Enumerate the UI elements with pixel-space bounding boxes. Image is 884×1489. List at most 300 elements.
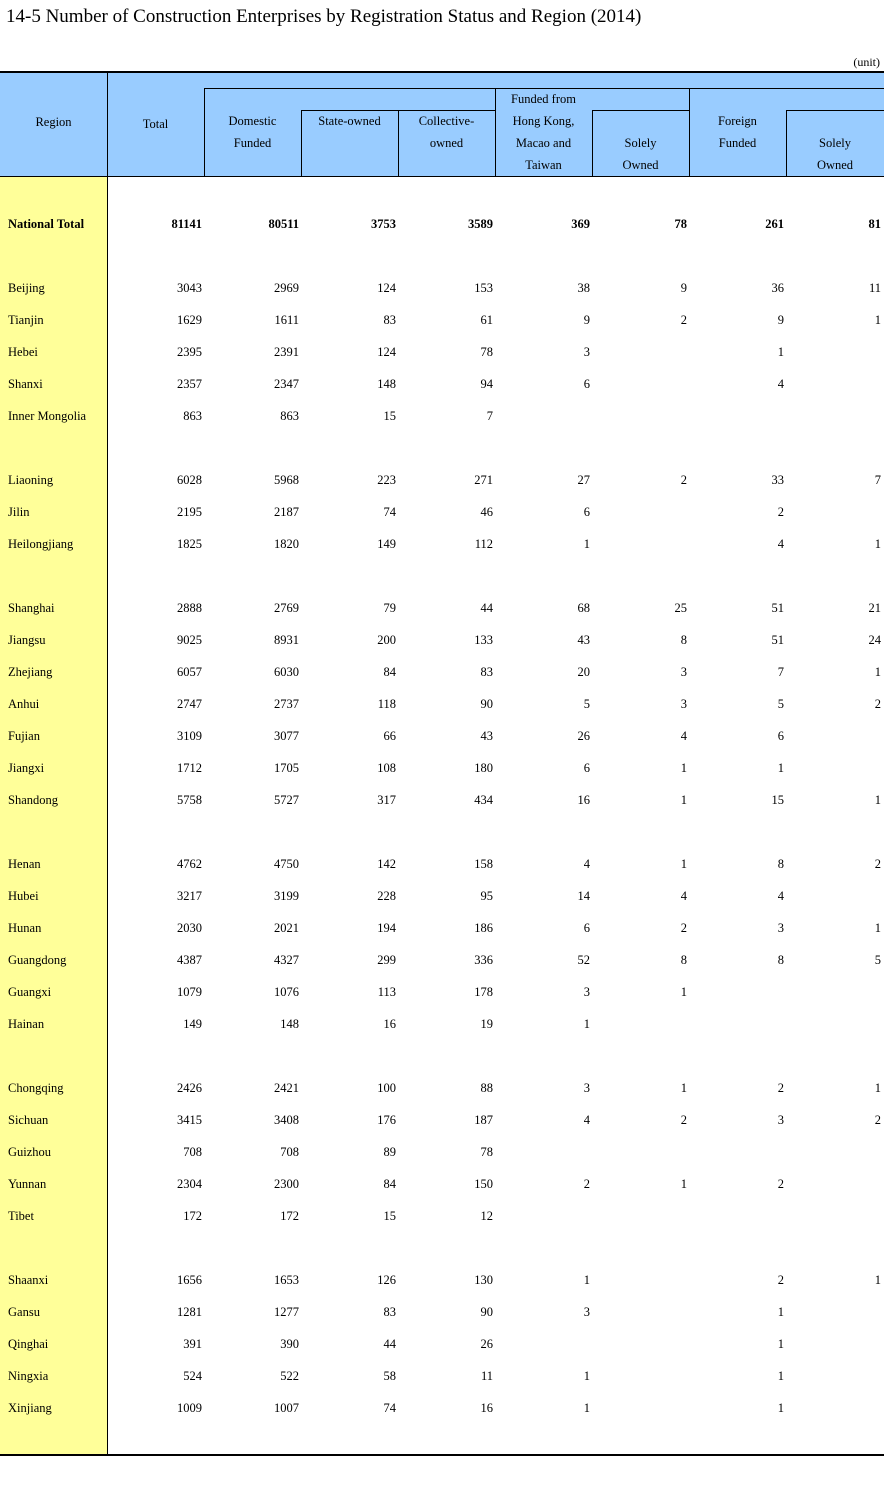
table-cell: 2021 — [274, 921, 299, 935]
table-cell: 81 — [868, 217, 881, 231]
table-cell: 1 — [777, 1369, 784, 1383]
table-cell: 271 — [474, 473, 493, 487]
table-cell: 3077 — [274, 729, 299, 743]
table-row — [0, 982, 884, 1002]
region-name: Guangdong — [8, 953, 67, 967]
table-cell: 1281 — [177, 1305, 202, 1319]
table-cell: 1 — [583, 1273, 590, 1287]
table-row — [0, 694, 884, 714]
table-cell: 149 — [183, 1017, 202, 1031]
table-cell: 83 — [383, 1305, 396, 1319]
table-cell: 6028 — [177, 473, 202, 487]
table-cell: 79 — [383, 601, 396, 615]
table-cell: 43 — [480, 729, 493, 743]
table-cell: 20 — [577, 665, 590, 679]
table-row — [0, 1302, 884, 1322]
region-name: Shaanxi — [8, 1273, 49, 1287]
table-cell: 8 — [777, 857, 784, 871]
table-cell: 2 — [680, 313, 687, 327]
table-cell: 148 — [280, 1017, 299, 1031]
table-cell: 1 — [874, 921, 881, 935]
table-row — [0, 790, 884, 810]
table-cell: 78 — [480, 345, 493, 359]
table-cell: 52 — [577, 953, 590, 967]
table-row — [0, 854, 884, 874]
table-cell: 1 — [874, 793, 881, 807]
table-cell: 51 — [771, 601, 784, 615]
table-row — [0, 1366, 884, 1386]
table-cell: 36 — [771, 281, 784, 295]
table-cell: 1 — [777, 1337, 784, 1351]
table-cell: 7 — [874, 473, 881, 487]
table-cell: 118 — [377, 697, 396, 711]
table-row — [0, 758, 884, 778]
table-cell: 126 — [377, 1273, 396, 1287]
table-cell: 11 — [480, 1369, 493, 1383]
table-cell: 2 — [874, 1113, 881, 1127]
table-cell: 94 — [480, 377, 493, 391]
table-cell: 2391 — [274, 345, 299, 359]
table-cell: 112 — [474, 537, 493, 551]
table-cell: 1 — [680, 857, 687, 871]
table-cell: 3 — [777, 921, 784, 935]
table-cell: 19 — [480, 1017, 493, 1031]
table-cell: 3589 — [468, 217, 493, 231]
data-table — [0, 71, 884, 1457]
table-cell: 187 — [474, 1113, 493, 1127]
table-cell: 4387 — [177, 953, 202, 967]
table-cell: 66 — [383, 729, 396, 743]
region-name: National Total — [8, 217, 85, 231]
table-cell: 44 — [383, 1337, 396, 1351]
region-name: Hebei — [8, 345, 38, 359]
table-cell: 863 — [280, 409, 299, 423]
region-name: Fujian — [8, 729, 40, 743]
table-cell: 3 — [680, 697, 687, 711]
table-cell: 26 — [577, 729, 590, 743]
table-cell: 2187 — [274, 505, 299, 519]
region-name: Hainan — [8, 1017, 45, 1031]
table-cell: 708 — [183, 1145, 202, 1159]
table-cell: 1 — [583, 1017, 590, 1031]
table-cell: 6057 — [177, 665, 202, 679]
header-hmt-solely-owned: Solely Owned — [622, 136, 659, 172]
table-cell: 1076 — [274, 985, 299, 999]
table-row — [0, 1398, 884, 1418]
table-cell: 68 — [577, 601, 590, 615]
region-name: Heilongjiang — [8, 537, 74, 551]
table-cell: 89 — [383, 1145, 396, 1159]
table-cell: 2421 — [274, 1081, 299, 1095]
table-cell: 124 — [377, 345, 396, 359]
table-row — [0, 886, 884, 906]
table-cell: 90 — [480, 697, 493, 711]
table-cell: 1 — [777, 761, 784, 775]
header-hmt-funded: Funded from Hong Kong, Macao and Taiwan — [511, 92, 576, 172]
table-row — [0, 1142, 884, 1162]
table-cell: 1 — [874, 1273, 881, 1287]
header-foreign-funded: Foreign Funded — [718, 114, 757, 150]
page-title: 14-5 Number of Construction Enterprises by Registration Status and Region (2014) — [6, 6, 642, 27]
table-cell: 14 — [577, 889, 590, 903]
table-cell: 1 — [777, 1305, 784, 1319]
region-name: Jiangsu — [8, 633, 46, 647]
unit-label: (unit) — [853, 55, 880, 69]
table-cell: 3 — [583, 345, 590, 359]
table-cell: 16 — [383, 1017, 396, 1031]
table-cell: 4 — [583, 1113, 590, 1127]
table-cell: 1 — [777, 1401, 784, 1415]
table-row — [0, 1334, 884, 1354]
table-cell: 9 — [583, 313, 590, 327]
table-cell: 1 — [680, 1177, 687, 1191]
table-cell: 142 — [377, 857, 396, 871]
table-cell: 4327 — [274, 953, 299, 967]
table-cell: 223 — [377, 473, 396, 487]
region-name: Hunan — [8, 921, 42, 935]
table-cell: 9 — [680, 281, 687, 295]
region-name: Beijing — [8, 281, 45, 295]
table-cell: 1820 — [274, 537, 299, 551]
table-cell: 4750 — [274, 857, 299, 871]
table-cell: 3 — [680, 665, 687, 679]
table-cell: 1 — [874, 313, 881, 327]
table-top-rule — [0, 71, 884, 73]
table-row — [0, 374, 884, 394]
region-name: Shandong — [8, 793, 58, 807]
table-cell: 16 — [577, 793, 590, 807]
table-cell: 7 — [777, 665, 784, 679]
table-cell: 11 — [868, 281, 881, 295]
table-cell: 8 — [680, 953, 687, 967]
table-cell: 150 — [474, 1177, 493, 1191]
region-name: Liaoning — [8, 473, 54, 487]
region-name: Jiangxi — [8, 761, 45, 775]
table-cell: 391 — [183, 1337, 202, 1351]
table-row — [0, 598, 884, 618]
table-cell: 8 — [680, 633, 687, 647]
table-cell: 3043 — [177, 281, 202, 295]
table-cell: 2 — [680, 921, 687, 935]
table-row — [0, 502, 884, 522]
table-cell: 74 — [383, 1401, 396, 1415]
table-cell: 5758 — [177, 793, 202, 807]
table-cell: 43 — [577, 633, 590, 647]
region-name: Ningxia — [8, 1369, 49, 1383]
table-cell: 863 — [183, 409, 202, 423]
table-cell: 1611 — [274, 313, 299, 327]
table-cell: 1 — [874, 537, 881, 551]
table-row — [0, 1206, 884, 1226]
header-state-owned: State-owned — [318, 114, 381, 128]
table-cell: 153 — [474, 281, 493, 295]
table-cell: 1 — [874, 1081, 881, 1095]
table-cell: 4762 — [177, 857, 202, 871]
table-cell: 84 — [383, 665, 396, 679]
region-name: Sichuan — [8, 1113, 49, 1127]
table-cell: 33 — [771, 473, 784, 487]
table-row — [0, 310, 884, 330]
header-foreign-solely-owned: Solely Owned — [816, 136, 854, 172]
table-cell: 16 — [480, 1401, 493, 1415]
region-name: Henan — [8, 857, 41, 871]
table-cell: 1 — [680, 793, 687, 807]
region-name: Xinjiang — [8, 1401, 52, 1415]
table-cell: 9025 — [177, 633, 202, 647]
table-row — [0, 1110, 884, 1130]
table-cell: 1277 — [274, 1305, 299, 1319]
table-cell: 158 — [474, 857, 493, 871]
table-cell: 434 — [474, 793, 493, 807]
table-cell: 38 — [577, 281, 590, 295]
table-row — [0, 470, 884, 490]
table-cell: 5727 — [274, 793, 299, 807]
table-cell: 21 — [868, 601, 881, 615]
table-cell: 2195 — [177, 505, 202, 519]
table-cell: 4 — [777, 537, 784, 551]
table-cell: 2300 — [274, 1177, 299, 1191]
table-cell: 2030 — [177, 921, 202, 935]
table-cell: 6 — [583, 377, 590, 391]
header-bottom-rule — [0, 176, 884, 177]
table-cell: 24 — [868, 633, 881, 647]
table-cell: 3415 — [177, 1113, 202, 1127]
header-subgroup-rule — [592, 110, 689, 111]
table-cell: 524 — [183, 1369, 202, 1383]
table-cell: 369 — [571, 217, 590, 231]
table-cell: 149 — [377, 537, 396, 551]
table-cell: 5 — [583, 697, 590, 711]
header-domestic-funded: Domestic Funded — [228, 114, 277, 150]
table-cell: 25 — [674, 601, 687, 615]
table-row — [0, 662, 884, 682]
table-cell: 390 — [280, 1337, 299, 1351]
table-cell: 15 — [383, 409, 396, 423]
table-cell: 4 — [777, 377, 784, 391]
table-cell: 4 — [583, 857, 590, 871]
table-cell: 3 — [583, 985, 590, 999]
table-cell: 26 — [480, 1337, 493, 1351]
table-cell: 113 — [377, 985, 396, 999]
region-name: Hubei — [8, 889, 39, 903]
table-cell: 2969 — [274, 281, 299, 295]
table-cell: 522 — [280, 1369, 299, 1383]
table-cell: 2304 — [177, 1177, 202, 1191]
region-name: Shanghai — [8, 601, 55, 615]
table-cell: 3 — [777, 1113, 784, 1127]
table-cell: 2888 — [177, 601, 202, 615]
table-cell: 3217 — [177, 889, 202, 903]
table-bottom-rule — [0, 1454, 884, 1456]
table-cell: 133 — [474, 633, 493, 647]
table-cell: 3 — [583, 1081, 590, 1095]
region-name: Shanxi — [8, 377, 43, 391]
table-cell: 83 — [383, 313, 396, 327]
table-cell: 180 — [474, 761, 493, 775]
region-name: Tianjin — [8, 313, 44, 327]
table-cell: 6 — [777, 729, 784, 743]
table-cell: 84 — [383, 1177, 396, 1191]
table-cell: 27 — [577, 473, 590, 487]
table-cell: 4 — [680, 889, 687, 903]
table-cell: 6030 — [274, 665, 299, 679]
table-row — [0, 950, 884, 970]
table-cell: 3199 — [274, 889, 299, 903]
table-cell: 78 — [480, 1145, 493, 1159]
table-cell: 148 — [377, 377, 396, 391]
region-name: Zhejiang — [8, 665, 53, 679]
table-cell: 1007 — [274, 1401, 299, 1415]
region-name: Gansu — [8, 1305, 40, 1319]
table-cell: 74 — [383, 505, 396, 519]
table-row-national-total — [0, 214, 884, 234]
table-cell: 5 — [874, 953, 881, 967]
header-subgroup-rule — [786, 110, 884, 111]
table-cell: 1009 — [177, 1401, 202, 1415]
table-cell: 1 — [583, 1401, 590, 1415]
table-row — [0, 534, 884, 554]
table-cell: 46 — [480, 505, 493, 519]
region-column-background — [0, 177, 107, 1454]
table-cell: 1712 — [177, 761, 202, 775]
table-cell: 708 — [280, 1145, 299, 1159]
table-cell: 2737 — [274, 697, 299, 711]
table-cell: 178 — [474, 985, 493, 999]
region-name: Qinghai — [8, 1337, 49, 1351]
table-cell: 228 — [377, 889, 396, 903]
table-row — [0, 1174, 884, 1194]
table-cell: 194 — [377, 921, 396, 935]
table-cell: 200 — [377, 633, 396, 647]
header-total: Total — [142, 117, 169, 131]
table-cell: 172 — [280, 1209, 299, 1223]
table-cell: 83 — [480, 665, 493, 679]
table-row — [0, 278, 884, 298]
table-cell: 3408 — [274, 1113, 299, 1127]
table-cell: 61 — [480, 313, 493, 327]
table-cell: 1 — [583, 1369, 590, 1383]
table-cell: 2 — [680, 1113, 687, 1127]
table-cell: 2747 — [177, 697, 202, 711]
table-cell: 1653 — [274, 1273, 299, 1287]
table-cell: 2357 — [177, 377, 202, 391]
table-cell: 124 — [377, 281, 396, 295]
table-cell: 3109 — [177, 729, 202, 743]
table-row — [0, 1014, 884, 1034]
table-cell: 6 — [583, 505, 590, 519]
table-cell: 1 — [583, 537, 590, 551]
table-cell: 336 — [474, 953, 493, 967]
table-cell: 80511 — [268, 217, 299, 231]
region-name: Tibet — [8, 1209, 34, 1223]
table-cell: 186 — [474, 921, 493, 935]
table-cell: 95 — [480, 889, 493, 903]
table-cell: 1 — [680, 1081, 687, 1095]
table-cell: 6 — [583, 761, 590, 775]
table-cell: 299 — [377, 953, 396, 967]
table-cell: 1079 — [177, 985, 202, 999]
table-cell: 1 — [680, 761, 687, 775]
table-cell: 12 — [480, 1209, 493, 1223]
region-name: Yunnan — [8, 1177, 47, 1191]
table-cell: 1825 — [177, 537, 202, 551]
table-cell: 15 — [771, 793, 784, 807]
region-name: Anhui — [8, 697, 40, 711]
table-cell: 5 — [777, 697, 784, 711]
table-cell: 1705 — [274, 761, 299, 775]
table-cell: 88 — [480, 1081, 493, 1095]
header-collective-owned: Collective- owned — [418, 114, 475, 150]
table-cell: 8 — [777, 953, 784, 967]
table-row — [0, 1078, 884, 1098]
table-cell: 108 — [377, 761, 396, 775]
table-row — [0, 406, 884, 426]
table-cell: 172 — [183, 1209, 202, 1223]
table-cell: 1 — [874, 665, 881, 679]
region-name: Chongqing — [8, 1081, 64, 1095]
table-cell: 2 — [874, 857, 881, 871]
table-cell: 81141 — [171, 217, 202, 231]
table-cell: 4 — [777, 889, 784, 903]
table-cell: 3 — [583, 1305, 590, 1319]
table-cell: 2 — [777, 505, 784, 519]
table-cell: 1 — [680, 985, 687, 999]
table-cell: 2 — [583, 1177, 590, 1191]
table-cell: 9 — [777, 313, 784, 327]
table-cell: 78 — [674, 217, 687, 231]
region-name: Guangxi — [8, 985, 52, 999]
table-cell: 51 — [771, 633, 784, 647]
table-cell: 15 — [383, 1209, 396, 1223]
table-cell: 4 — [680, 729, 687, 743]
table-cell: 2 — [777, 1273, 784, 1287]
table-cell: 2395 — [177, 345, 202, 359]
table-cell: 1656 — [177, 1273, 202, 1287]
region-name: Jilin — [8, 505, 30, 519]
table-cell: 58 — [383, 1369, 396, 1383]
table-row — [0, 726, 884, 746]
table-cell: 2 — [874, 697, 881, 711]
region-name: Guizhou — [8, 1145, 52, 1159]
table-row — [0, 918, 884, 938]
header-region: Region — [35, 115, 72, 129]
table-cell: 2 — [680, 473, 687, 487]
table-cell: 2 — [777, 1081, 784, 1095]
table-cell: 6 — [583, 921, 590, 935]
region-name: Inner Mongolia — [8, 409, 87, 423]
table-cell: 2769 — [274, 601, 299, 615]
table-cell: 7 — [486, 409, 493, 423]
table-cell: 5968 — [274, 473, 299, 487]
table-cell: 2 — [777, 1177, 784, 1191]
table-cell: 44 — [480, 601, 493, 615]
table-row — [0, 342, 884, 362]
table-row — [0, 1270, 884, 1290]
table-cell: 3753 — [371, 217, 396, 231]
table-cell: 2426 — [177, 1081, 202, 1095]
table-cell: 1629 — [177, 313, 202, 327]
table-cell: 2347 — [274, 377, 299, 391]
table-cell: 8931 — [274, 633, 299, 647]
table-cell: 1 — [777, 345, 784, 359]
table-cell: 90 — [480, 1305, 493, 1319]
table-cell: 317 — [377, 793, 396, 807]
table-cell: 100 — [377, 1081, 396, 1095]
table-row — [0, 630, 884, 650]
table-cell: 176 — [377, 1113, 396, 1127]
table-cell: 130 — [474, 1273, 493, 1287]
table-cell: 261 — [765, 217, 784, 231]
